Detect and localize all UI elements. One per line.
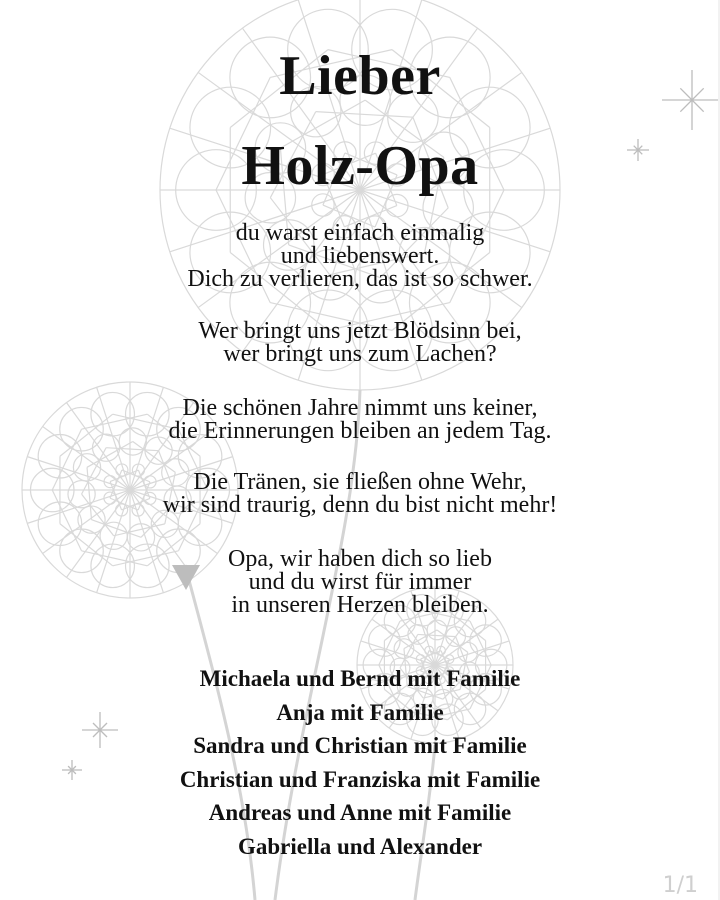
poem-line: in unseren Herzen bleiben. (231, 592, 489, 618)
poem-line: und liebenswert. (280, 243, 440, 269)
poem-stanza-3 (0, 397, 720, 443)
poem-line: Wer bringt uns jetzt Blödsinn bei, (198, 318, 522, 344)
poem-stanza-2 (0, 320, 720, 366)
title-line-2: Holz-Opa (241, 135, 479, 197)
poem-line: Die Tränen, sie fließen ohne Wehr, (193, 469, 527, 495)
mourner-name: Anja mit Familie (276, 699, 444, 725)
poem-stanza-4 (0, 471, 720, 517)
poem-line: und du wirst für immer (248, 569, 472, 595)
poem-stanza-1 (0, 222, 720, 291)
mourner-name: Gabriella und Alexander (237, 833, 483, 859)
mourner-name: Christian und Franziska mit Familie (179, 766, 541, 792)
poem-line: Opa, wir haben dich so lieb (228, 546, 492, 572)
poem-line: Die schönen Jahre nimmt uns keiner, (182, 395, 538, 421)
mourners-list (0, 662, 720, 863)
mourner-name: Sandra und Christian mit Familie (193, 733, 527, 758)
poem-line: die Erinnerungen bleiben an jedem Tag. (168, 418, 552, 444)
title-line-1: Lieber (279, 45, 441, 107)
mourner-name: Andreas und Anne mit Familie (208, 800, 512, 825)
poem-line: wer bringt uns zum Lachen? (223, 341, 497, 367)
poem-line: du warst einfach einmalig (235, 220, 485, 246)
poem-line: wir sind traurig, denn du bist nicht mehr! (162, 492, 558, 518)
mourner-name: Michaela und Bernd mit Familie (199, 666, 521, 691)
poem-line: Dich zu verlieren, das ist so schwer. (187, 266, 533, 292)
poem-stanza-5 (0, 548, 720, 617)
page-indicator: 1/1 (662, 873, 698, 898)
